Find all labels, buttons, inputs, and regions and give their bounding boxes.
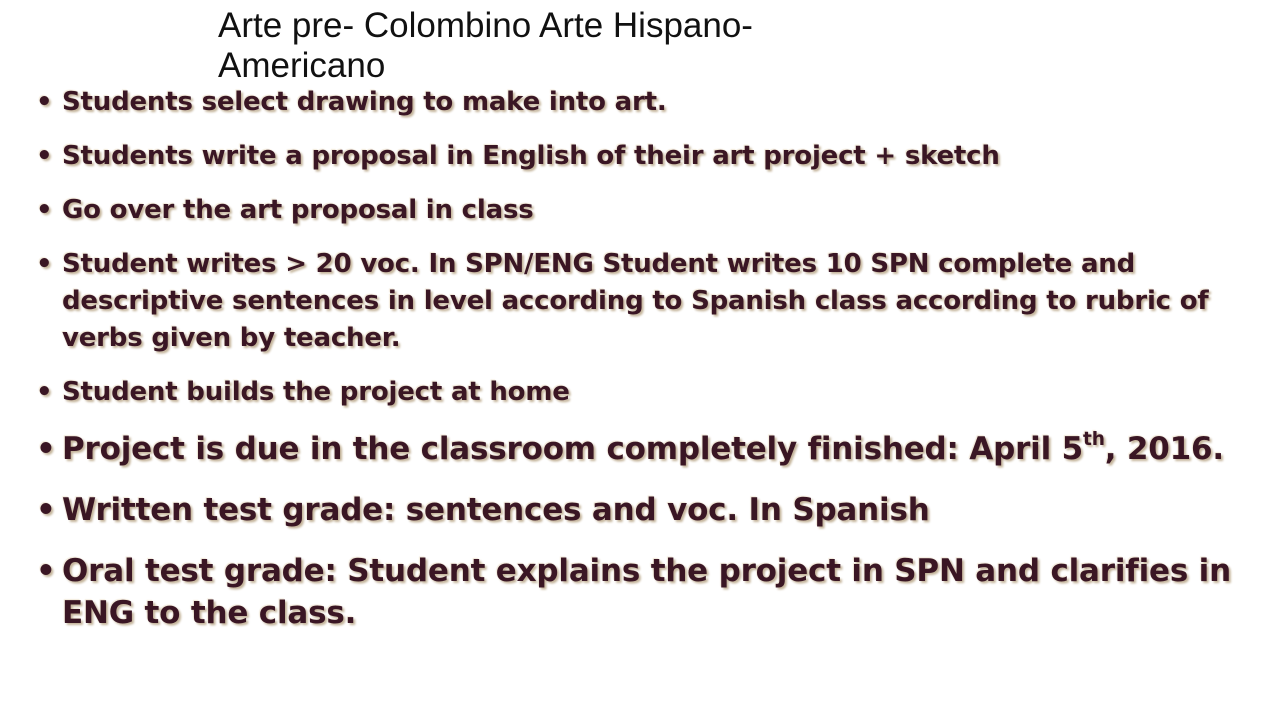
bullet-glyph: •	[36, 195, 53, 225]
bullet-glyph: •	[36, 492, 56, 528]
bullet-glyph: •	[36, 377, 53, 407]
bullet-item	[36, 138, 1261, 175]
due-date-text: Project is due in the classroom completely finished: April 5	[62, 431, 1083, 467]
bullet-glyph: •	[36, 141, 53, 171]
bullet-item	[36, 550, 1261, 634]
bullet-text	[62, 428, 1224, 467]
bullet-glyph: •	[36, 553, 56, 589]
bullet-glyph: •	[36, 249, 53, 279]
bullet-text: Student builds the project at home	[62, 377, 570, 407]
bullet-text: Written test grade: sentences and voc. In Spanish	[62, 492, 930, 528]
bullet-text: Students select drawing to make into art.	[62, 87, 667, 117]
ordinal-suffix: th	[1083, 428, 1105, 450]
bullet-item-due-date	[36, 428, 1261, 470]
bullet-item	[36, 374, 1261, 411]
bullet-item	[36, 84, 1261, 121]
slide-title: Arte pre- Colombino Arte Hispano-Americano	[218, 6, 753, 85]
bullet-text: Oral test grade: Student explains the project in SPN and clarifies in ENG to the class.	[62, 553, 1231, 631]
bullet-text: Students write a proposal in English of their art project + sketch	[62, 141, 1000, 171]
bullet-item	[36, 246, 1261, 357]
bullet-glyph: •	[36, 87, 53, 117]
bullet-list	[36, 84, 1261, 653]
bullet-glyph: •	[36, 431, 56, 467]
bullet-item	[36, 192, 1261, 229]
bullet-text: Go over the art proposal in class	[62, 195, 534, 225]
bullet-text: Student writes > 20 voc. In SPN/ENG Student writes 10 SPN complete and descriptive sentences in level according to Spanish class according to rubric of verbs given by teacher.	[62, 249, 1209, 353]
bullet-item	[36, 489, 1261, 531]
due-date-year: , 2016.	[1104, 431, 1224, 467]
